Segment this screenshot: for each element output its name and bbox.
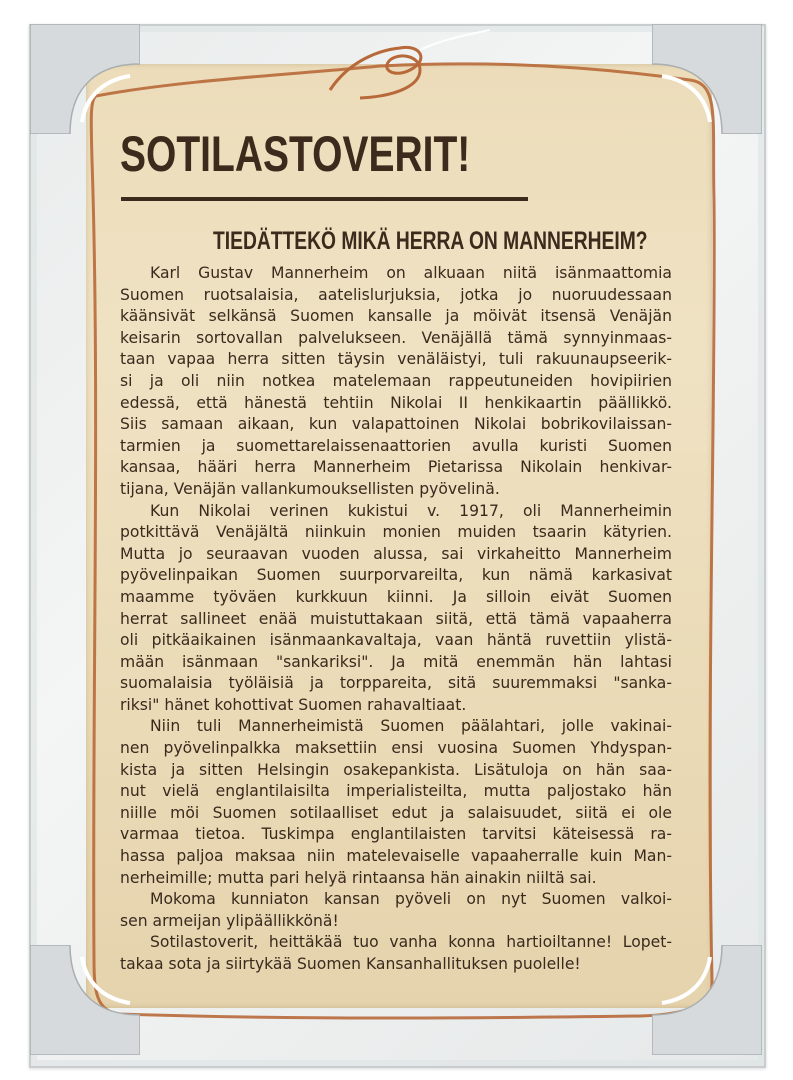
headline: SOTILASTOVERIT! <box>120 126 471 182</box>
body-line: nen pyövelinpalkka maksettiin ensi vuosina Suomen Yhdyspan- <box>120 739 672 758</box>
body-line: Sotilastoverit, heittäkää tuo vanha konna hartioiltanne! Lopet- <box>150 933 672 952</box>
body-line: tarmien ja suomettarelaissenaattorien avulla kuristi Suomen <box>120 436 672 455</box>
corner-clip-bottom-right <box>652 945 762 1055</box>
body-line: Suomen ruotsalaisia, aatelislurjuksia, jotka jo nuoruudessaan <box>120 285 672 304</box>
body-line: herrat sallineet enää muistuttakaan siitä, että tämä vapaaherra <box>120 609 672 628</box>
corner-clip-top-right <box>652 24 762 134</box>
body-line: niille möi Suomen sotilaalliset edut ja salaisuudet, siitä ei ole <box>120 803 672 822</box>
body-line: Mokoma kunniaton kansan pyöveli on nyt Suomen valkoi- <box>150 890 672 909</box>
body-line: maamme työväen kurkkuun kiinni. Ja silloin eivät Suomen <box>120 587 672 606</box>
subheadline: TIEDÄTTEKÖ MIKÄ HERRA ON MANNERHEIM? <box>213 227 648 255</box>
body-line: taan vapaa herra sitten täysin venäläistyi, tuli rakuunaupseerik- <box>120 350 672 369</box>
body-line: mään isänmaan "sankariksi". Ja mitä enemmän hän lahtasi <box>120 652 672 671</box>
body-line: sen armeijan ylipäällikkönä! <box>120 911 339 930</box>
body-line: nut vielä englantilaisilta imperialisteilta, mutta paljostako hän <box>120 782 672 801</box>
body-line: hassa paljoa maksaa niin matelevaiselle vapaaherralle kuin Man- <box>120 847 672 866</box>
body-line: tijana, Venäjän vallankumouksellisten pyövelinä. <box>120 479 500 498</box>
body-line: Niin tuli Mannerheimistä Suomen päälahtari, jolle vakinai- <box>150 717 672 736</box>
body-line: nerheimille; mutta pari helyä rintaansa hän ainakin niiltä sai. <box>120 868 597 887</box>
body-text <box>120 263 672 976</box>
body-line: takaa sota ja siirtykää Suomen Kansanhallituksen puolelle! <box>120 955 581 973</box>
body-line: suomalaisia työläisiä ja torppareita, sitä suuremmaksi "sanka- <box>120 674 672 693</box>
body-line: Kun Nikolai verinen kukistui v. 1917, oli Mannerheimin <box>150 501 672 520</box>
body-line: varmaa tietoa. Tuskimpa englantilaisten tarvitsi käteisessä ra- <box>120 825 672 844</box>
body-line: käänsivät selkänsä Suomen kansalle ja möivät itsensä Venäjän <box>120 307 672 326</box>
body-line: Karl Gustav Mannerheim on alkuaan niitä isänmaattomia <box>150 264 672 282</box>
body-line: kista ja sitten Helsingin osakepankista. Lisätuloja on hän saa- <box>120 760 672 779</box>
headline-rule <box>121 197 528 201</box>
corner-clip-top-left <box>30 24 140 134</box>
body-line: keisarin sortovallan palvelukseen. Venäjällä tämä synnyinmaas- <box>120 328 672 347</box>
body-line: Siis samaan aikaan, kun valapattoinen Nikolai bobrikovilaissan- <box>120 415 672 434</box>
body-line: oli pitkäaikainen isänmaankavaltaja, vaan häntä ruvettiin ylistä- <box>120 631 672 650</box>
body-line: kansaa, hääri herra Mannerheim Pietarissa Nikolain henkivar- <box>120 458 672 477</box>
body-line: riksi" hänet kohottivat Suomen rahavaltiaat. <box>120 695 467 714</box>
body-line: Mutta jo seuraavan vuoden alussa, sai virkaheitto Mannerheim <box>120 544 672 563</box>
body-line: pyövelinpaikan Suomen suurporvareilta, kun nämä karkasivat <box>120 566 672 585</box>
body-line: potkittävä Venäjältä niinkuin monien muiden tsaarin kätyrien. <box>120 523 672 542</box>
body-line: si ja oli niin notkea matelemaan rappeutuneiden hovipiirien <box>120 371 672 390</box>
body-line: edessä, että hänestä tehtiin Nikolai II henkikaartin päällikkö. <box>120 393 672 412</box>
corner-clip-bottom-left <box>30 945 140 1055</box>
